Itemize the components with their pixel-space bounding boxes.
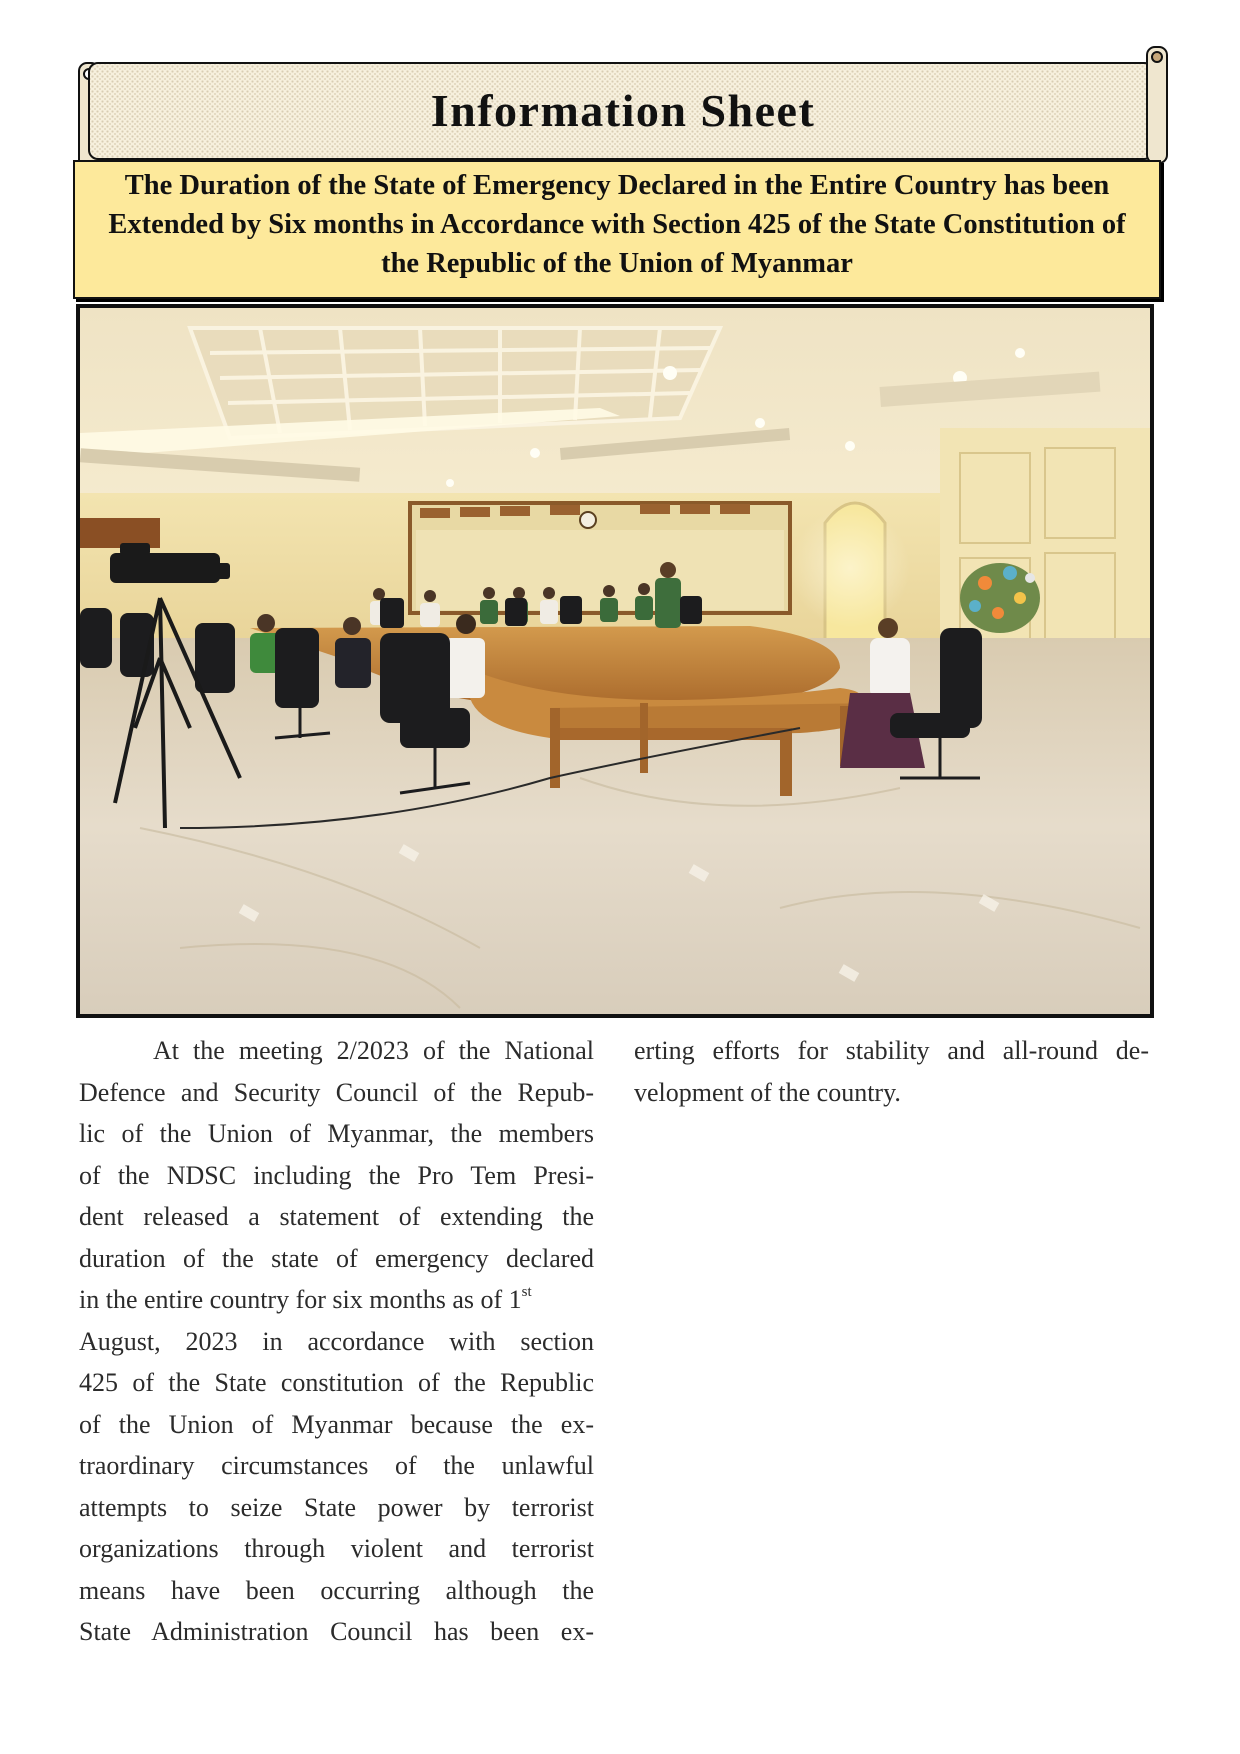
article-line: of the Union of Myanmar because the ex- <box>79 1409 594 1439</box>
article-line: velopment of the country. <box>634 1077 901 1107</box>
article-line: dent released a statement of extending the <box>79 1202 594 1231</box>
article-line: lic of the Union of Myanmar, the members <box>79 1119 594 1148</box>
ordinal-suffix: st <box>521 1284 532 1300</box>
subtitle-text: The Duration of the State of Emergency Declared in the Entire Country has been Extended by Six months in Accordance with Section 425 of the State Constitution of the Republic of the Union of Myanmar <box>108 170 1126 279</box>
article-line: of the NDSC including the Pro Tem Presi- <box>79 1160 594 1190</box>
article-line: State Administration Council has been ex- <box>79 1617 594 1646</box>
article-line: means have been occurring although the <box>79 1575 594 1605</box>
meeting-photo <box>76 304 1154 1018</box>
article-line: organizations through violent and terrorist <box>79 1534 594 1563</box>
title-scroll-banner <box>78 62 1168 160</box>
article-line: duration of the state of emergency declared <box>79 1243 594 1273</box>
flower-arrangement <box>960 563 1040 633</box>
article-line: At the meeting 2/2023 of the National <box>153 1036 594 1065</box>
article-line: attempts to seize State power by terrorist <box>79 1492 594 1522</box>
article-left-column <box>79 1030 594 1653</box>
subtitle-box <box>73 160 1161 299</box>
article-line: traordinary circumstances of the unlawful <box>79 1451 594 1480</box>
article-line: August, 2023 in accordance with section <box>79 1326 594 1356</box>
article-line: erting efforts for stability and all-round de- <box>634 1036 1149 1065</box>
article-line-with-ordinal <box>79 1279 594 1321</box>
article-line-text: in the entire country for six months as of 1 <box>79 1285 522 1314</box>
article-right-column <box>634 1030 1149 1113</box>
article-line: 425 of the State constitution of the Republic <box>79 1368 594 1397</box>
page-title: Information Sheet <box>430 85 816 136</box>
article-line: Defence and Security Council of the Repub- <box>79 1077 594 1107</box>
